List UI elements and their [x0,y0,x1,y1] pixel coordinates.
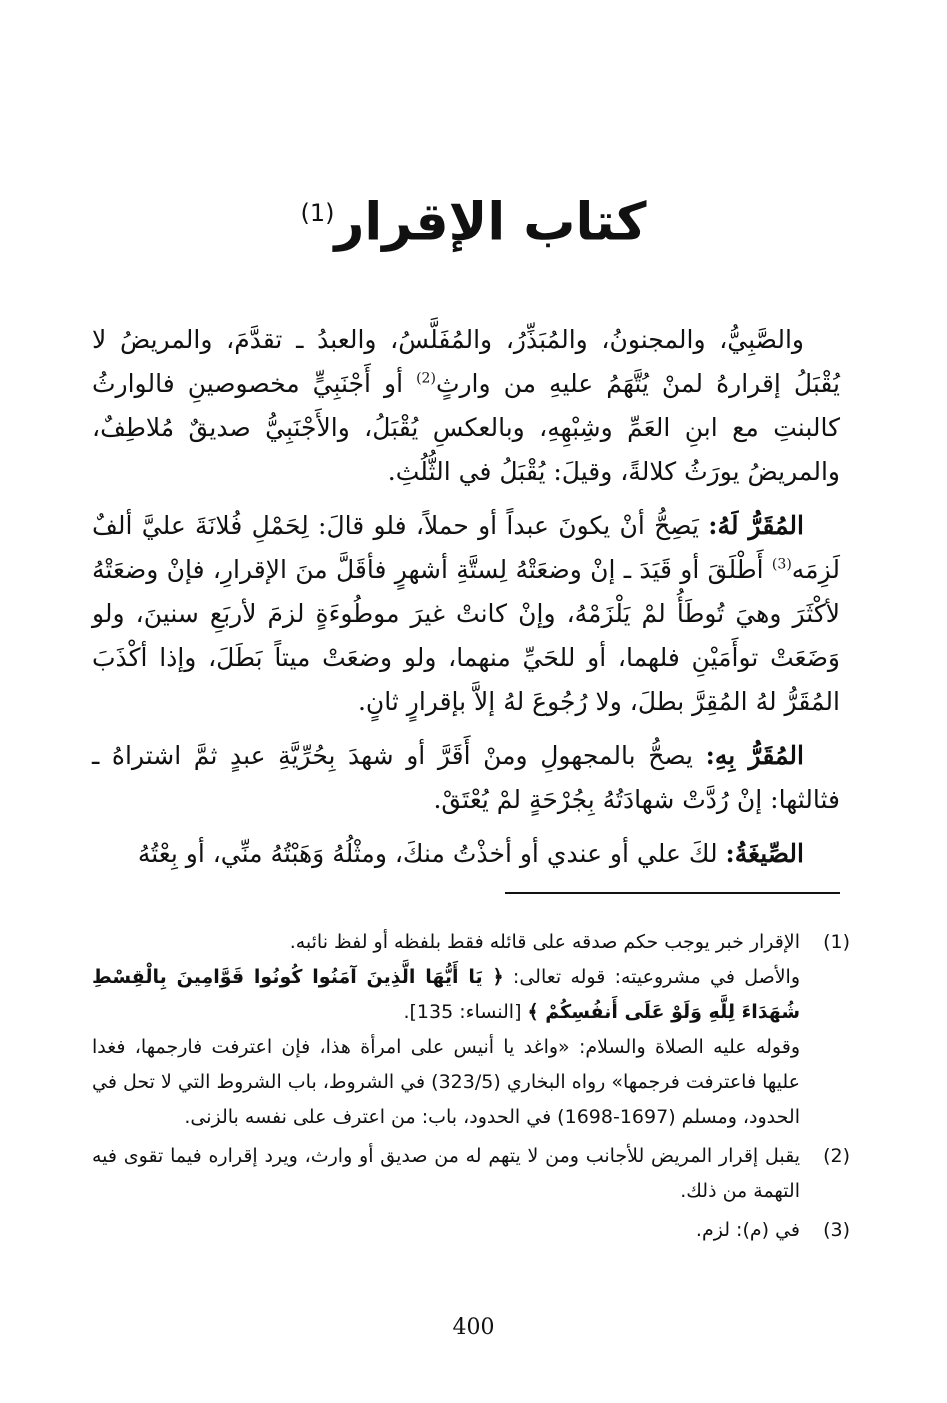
footnote-number: (2) [823,1145,850,1167]
paragraph-2 [92,504,840,724]
paragraph-4-text: لكَ علي أو عندي أو أخذْتُ منكَ، ومثْلُهُ وَهَبْتُهُ منِّي، أو بِعْتُهُ [137,839,726,868]
paragraph-1-text-a: والصَّبِيُّ، والمجنونُ، والمُبَذِّرُ، والمُفَلَّسُ، والعبدُ ـ تقدَّمَ، والمريضُ لا يُقْبَلُ إقرارهُ لمنْ يُتَّهَمُ عليهِ من وارثٍ [92,325,840,398]
footnote-1-line-2-citation: [النساء: 135]. [403,1001,528,1023]
paragraph-4-heading: الصِّيغَةُ: [725,839,804,868]
paragraph-2-heading: المُقَرُّ لَهُ: [708,511,804,540]
paragraph-3-text: يصحُّ بالمجهولِ ومنْ أَقَرَّ أو شهدَ بِحُرِّيَّةِ عبدٍ ثمَّ اشتراهُ ـ فثالثها: إنْ رُدَّتْ شهادَتُهُ بِجُرْحَةٍ لمْ يُعْتَقْ. [92,741,840,814]
paragraph-1 [92,318,840,494]
paragraph-2-text-a: يَصِحُّ أنْ يكونَ عبداً أو حملاً، فلو قالَ: لِحَمْلِ فُلانَةَ عليَّ ألفٌ لَزِمَه [92,511,840,584]
chapter-title [0,178,947,257]
footnote-1-line-2 [92,960,800,1030]
paragraph-1-text-b: أو أَجْنَبِيٍّ مخصوصينِ فالوارثُ كالبنتِ مع ابنِ العَمِّ وشِبْهِهِ، وبالعكسِ يُقْبَلُ، والأَجْنَبِيُّ صديقٌ مُلاطِفٌ، والمريضُ يورَثُ كلالةً، وقيلَ: يُقْبَلُ في الثُّلُثِ. [92,369,840,486]
footnote-1-line-1: الإقرار خبر يوجب حكم صدقه على قائله فقط بلفظه أو لفظ نائبه. [289,931,800,953]
footnote-1 [92,925,850,1135]
footnote-ref-3[interactable]: (3) [771,556,792,573]
footnote-2-line-1: يقبل إقرار المريض للأجانب ومن لا يتهم له من صديق أو وارث، ويرد إقراره فيما تقوى فيه التهمة من ذلك. [92,1145,800,1202]
chapter-title-footnote-ref[interactable]: (1) [300,199,335,227]
paragraph-3-heading: المُقَرُّ بِهِ: [705,741,804,770]
footnote-1-line-3: وقوله عليه الصلاة والسلام: «واغد يا أنيس على امرأة هذا، فإن اعترفت فارجمها، فغدا عليها فاعترفت فرجمها» رواه البخاري (323/5) في الشروط، باب الشروط التي لا تحل في الحدود، ومسلم (1697-1698) في الحدود، باب: من اعترف على نفسه بالزنى. [92,1036,801,1128]
footnote-1-line-2-prefix: والأصل في مشروعيته: قوله تعالى: [503,966,801,988]
footnote-3-line-1: في (م): لزم. [695,1219,800,1241]
footnotes [92,925,850,1252]
footnote-3 [92,1213,850,1248]
footnote-2 [92,1139,850,1209]
paragraph-2-text-b: أَطْلَقَ أو قَيَدَ ـ إنْ وضعَتْهُ لِستَّةِ أشهرٍ فأقَلَّ منَ الإقرارِ، فإنْ وضعَتْهُ لأكْثَرَ وهيَ تُوطَأُ لمْ يَلْزَمْهُ، وإنْ كانتْ غيرَ موطُوءَةٍ لزمَ لأربَعِ سنينَ، ولو وَضَعَتْ توأَمَيْنِ فلهما، أو للحَيِّ منهما، ولو وضعَتْ ميتاً بَطَلَ، وإذا أكْذَبَ المُقَرُّ لهُ المُقِرَّ بطلَ، ولا رُجُوعَ لهُ إلاَّ بإقرارٍ ثانٍ. [92,555,840,716]
page-number: 400 [452,1315,495,1340]
chapter-title-text: كتاب الإقرار [334,192,647,253]
footnote-body [92,1139,800,1209]
quran-verse: ﴿ يَا أَيُّهَا الَّذِينَ آمَنُوا كُونُوا قَوَّامِينَ بِالْقِسْطِ شُهَدَاءَ لِلَّهِ وَلَوْ عَلَى أَنفُسِكُمْ ﴾ [92,966,800,1023]
footnote-ref-2[interactable]: (2) [416,370,436,387]
paragraph-4 [92,832,840,876]
footnote-body [92,925,800,1135]
footnote-body [92,1213,800,1248]
footnote-separator [505,892,840,894]
footnote-number: (1) [823,931,850,953]
main-text [92,318,840,886]
paragraph-3 [92,734,840,822]
footnote-number: (3) [823,1219,850,1241]
